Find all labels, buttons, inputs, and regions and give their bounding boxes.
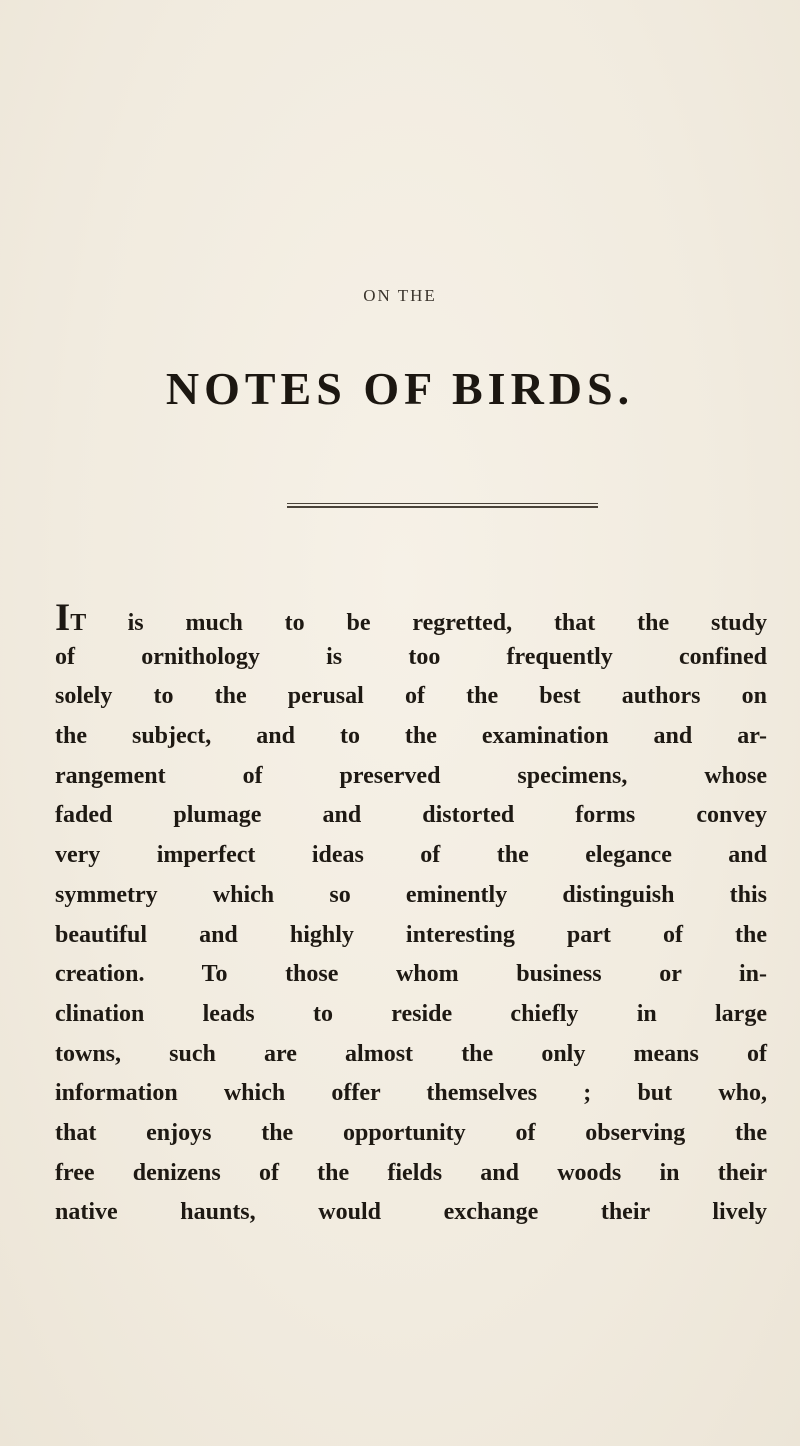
title-kicker: ON THE xyxy=(363,286,437,305)
divider-thin-line xyxy=(287,503,598,504)
text-line: creation. To those whom business or in- xyxy=(55,961,767,988)
text-line: rangement of preserved specimens, whose xyxy=(55,762,767,789)
divider-thick-line xyxy=(287,506,598,508)
text-line: beautiful and highly interesting part of the xyxy=(55,921,767,948)
text-line: the subject, and to the examination and ar- xyxy=(55,723,767,750)
text-line: towns, such are almost the only means of xyxy=(55,1040,767,1067)
title-divider xyxy=(287,503,598,509)
text-line: that enjoys the opportunity of observing the xyxy=(55,1119,767,1146)
text-line: free denizens of the fields and woods in their xyxy=(55,1159,767,1186)
text-line: clination leads to reside chiefly in large xyxy=(55,1000,767,1027)
text-line: of ornithology is too frequently confined xyxy=(55,643,767,670)
text-line: symmetry which so eminently distinguish this xyxy=(55,881,767,908)
page-title: NOTES OF BIRDS. xyxy=(165,363,635,414)
text-line: native haunts, would exchange their lively xyxy=(55,1199,767,1226)
text-line-content: T is much to be regretted, that the study xyxy=(70,610,767,636)
text-line: information which offer themselves ; but who, xyxy=(55,1080,767,1107)
drop-initial: I xyxy=(55,596,71,639)
text-line: solely to the perusal of the best authors on xyxy=(55,683,767,710)
body-paragraph xyxy=(55,598,767,1233)
text-line xyxy=(55,598,767,638)
text-line: faded plumage and distorted forms convey xyxy=(55,802,767,829)
text-line: very imperfect ideas of the elegance and xyxy=(55,842,767,869)
